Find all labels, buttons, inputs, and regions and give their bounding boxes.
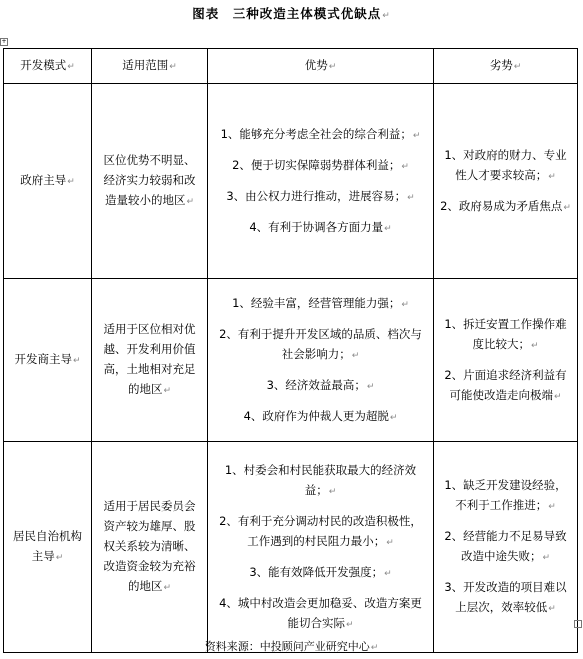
advantage-item: 3、经济效益最高；↵ xyxy=(266,377,375,392)
disadvantage-item: 1、对政府的财力、专业性人才要求较高；↵ xyxy=(444,147,567,182)
paragraph-mark-icon: ↵ xyxy=(67,62,75,72)
cell-scope xyxy=(92,279,208,442)
disadvantage-item: 2、政府易成为矛盾焦点↵ xyxy=(440,198,571,213)
advantage-item: 4、政府作为仲裁人更为超脱↵ xyxy=(243,408,398,423)
paragraph-mark-icon: ↵ xyxy=(513,62,522,72)
cell-mode xyxy=(4,279,92,442)
header-disadvantages-text: 劣势 xyxy=(489,58,513,72)
header-scope-text: 适用范围 xyxy=(122,58,169,72)
disadvantage-item: 3、开发改造的项目难以上层次，效率较低↵ xyxy=(444,580,567,614)
paragraph-mark-icon: ↵ xyxy=(169,62,177,72)
header-advantages xyxy=(208,49,434,84)
table-resize-handle-icon[interactable] xyxy=(574,620,582,628)
paragraph-mark-icon: ↵ xyxy=(186,197,195,207)
cell-disadvantages xyxy=(434,279,578,442)
cell-mode xyxy=(4,442,92,653)
cell-disadvantages xyxy=(434,84,578,279)
header-scope xyxy=(92,49,208,84)
cell-advantages xyxy=(208,279,434,442)
disadvantage-item: 2、经营能力不足易导致改造中途失败；↵ xyxy=(444,529,567,563)
source-text: 资料来源：中投顾问产业研究中心 xyxy=(204,640,370,653)
paragraph-mark-icon: ↵ xyxy=(163,386,172,396)
advantage-item: 1、能够充分考虑全社会的综合利益；↵ xyxy=(220,126,421,141)
table-header-row xyxy=(4,49,578,84)
paragraph-mark-icon: ↵ xyxy=(163,583,172,593)
scope-text: 适用于居民委员会资产较为雄厚、股权关系较为清晰、改造资金较为充裕的地区 xyxy=(103,499,196,593)
paragraph-mark-icon: ↵ xyxy=(370,643,379,653)
advantage-item: 3、能有效降低开发强度；↵ xyxy=(249,564,392,579)
mode-text: 政府主导 xyxy=(20,173,67,187)
paragraph-mark-icon: ↵ xyxy=(328,62,337,72)
paragraph-mark-icon: ↵ xyxy=(55,553,64,563)
header-mode xyxy=(4,49,92,84)
advantage-item: 2、有利于提升开发区域的品质、档次与社会影响力；↵ xyxy=(219,326,422,361)
disadvantage-item: 1、缺乏开发建设经验，不利于工作推进；↵ xyxy=(444,478,567,512)
disadvantage-item: 2、片面追求经济利益有可能使改造走向极端↵ xyxy=(444,367,567,402)
cell-scope xyxy=(92,442,208,653)
header-mode-text: 开发模式 xyxy=(20,58,67,72)
cell-mode xyxy=(4,84,92,279)
paragraph-mark-icon: ↵ xyxy=(72,356,81,366)
source-note xyxy=(0,638,583,654)
mode-text: 居民自治机构主导 xyxy=(13,529,82,563)
table-row xyxy=(4,84,578,279)
advantage-item: 3、由公权力进行推动，进展容易；↵ xyxy=(226,188,415,203)
advantage-item: 4、有利于协调各方面力量↵ xyxy=(249,219,392,234)
table-move-handle-icon[interactable]: + xyxy=(1,38,7,45)
advantage-item: 1、经验丰富，经营管理能力强；↵ xyxy=(232,295,409,310)
cell-advantages xyxy=(208,442,434,653)
cell-advantages xyxy=(208,84,434,279)
table-row xyxy=(4,279,578,442)
figure-title-text: 图表 三种改造主体模式优缺点 xyxy=(192,6,382,21)
header-disadvantages xyxy=(434,49,578,84)
scope-text: 区位优势不明显、经济实力较弱和改造量较小的地区 xyxy=(103,153,196,207)
disadvantage-item: 1、拆迁安置工作操作难度比较大；↵ xyxy=(444,316,567,351)
figure-title xyxy=(0,4,583,22)
mode-text: 开发商主导 xyxy=(14,352,72,366)
paragraph-mark-icon: ↵ xyxy=(67,177,75,187)
advantage-item: 2、便于切实保障弱势群体利益；↵ xyxy=(232,157,409,172)
scope-text: 适用于区位相对优越、开发利用价值高，土地相对充足的地区 xyxy=(103,322,196,396)
advantage-item: 4、城中村改造会更加稳妥、改造方案更能切合实际↵ xyxy=(219,595,422,630)
advantage-item: 1、村委会和村民能获取最大的经济效益；↵ xyxy=(224,462,417,497)
table-row xyxy=(4,442,578,653)
comparison-table xyxy=(3,48,578,653)
comparison-table-container xyxy=(3,48,577,653)
paragraph-mark-icon: ↵ xyxy=(382,11,391,21)
cell-disadvantages xyxy=(434,442,578,653)
header-advantages-text: 优势 xyxy=(304,58,328,72)
cell-scope xyxy=(92,84,208,279)
advantage-item: 2、有利于充分调动村民的改造积极性，工作遇到的村民阻力最小；↵ xyxy=(219,513,422,548)
